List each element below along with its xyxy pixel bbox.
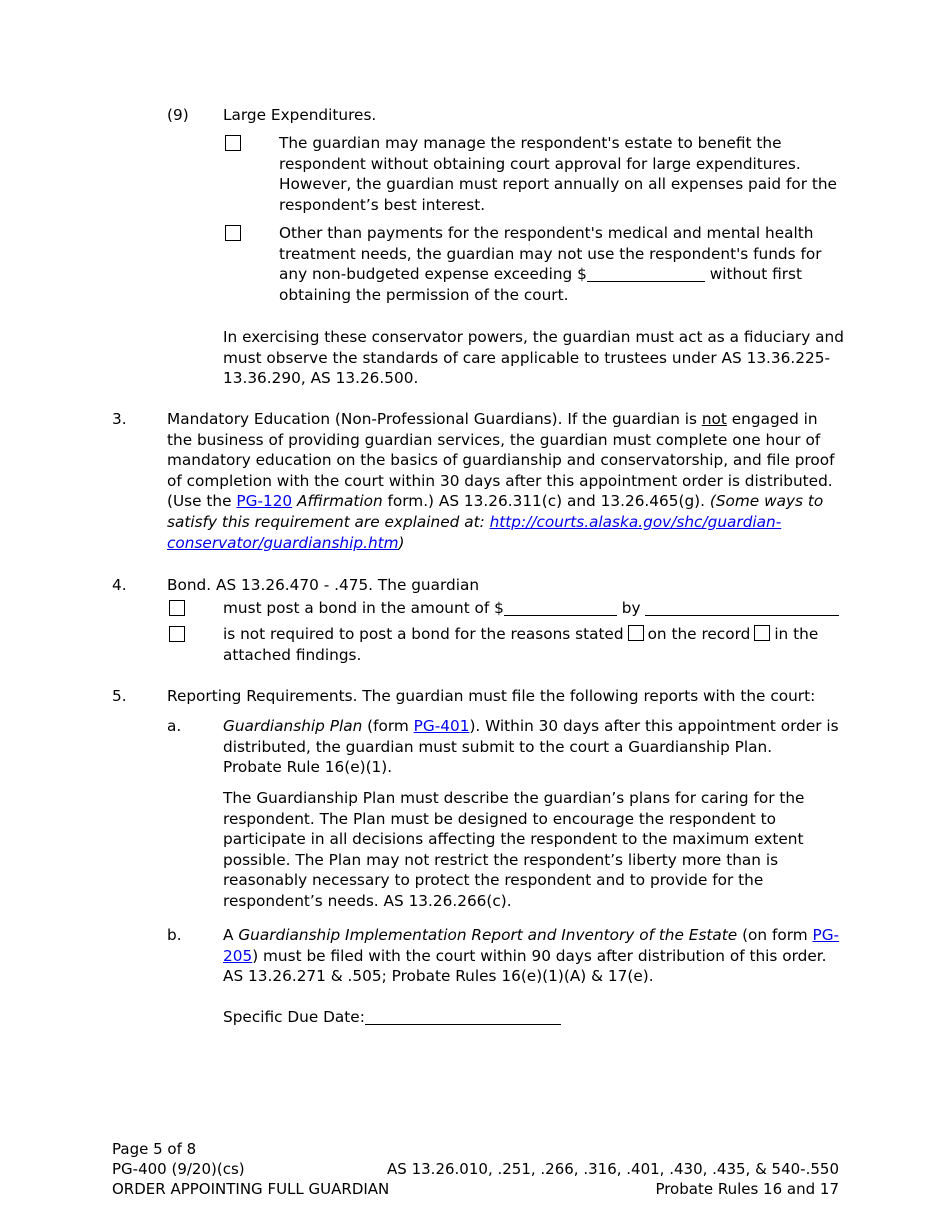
specific-due-date-field[interactable] xyxy=(365,1009,561,1025)
form-title: ORDER APPOINTING FULL GUARDIAN xyxy=(112,1180,390,1198)
bond-not-required-line: is not required to post a bond for the reasons stated on the record in the xyxy=(223,625,819,643)
in-attached-findings-checkbox[interactable] xyxy=(754,625,770,641)
bond-required-checkbox[interactable] xyxy=(169,600,185,616)
bond-heading: Bond. AS 13.26.470 - .475. The guardian xyxy=(167,576,480,594)
large-expenditures-option2-checkbox[interactable] xyxy=(225,225,241,241)
item5b-letter: b. xyxy=(167,926,182,944)
form-id: PG-400 (9/20)(cs) xyxy=(112,1160,245,1178)
pg-120-link[interactable]: PG-120 xyxy=(236,492,293,511)
large-expenditures-option1-text: The guardian may manage the respondent's estate to benefit the respondent without obtaining court approval for large expenditures. However, the guardian must report annually on all expenses paid for the respondent’s best interest. xyxy=(279,134,837,214)
large-expenditures-option1-checkbox[interactable] xyxy=(225,135,241,151)
bond-not-required-checkbox[interactable] xyxy=(169,626,185,642)
item5a-letter: a. xyxy=(167,717,182,735)
pg-401-link[interactable]: PG-401 xyxy=(413,717,470,735)
implementation-report-paragraph: A Guardianship Implementation Report and Inventory of the Estate (on form PG-205) must be filed with the court within 90 days after distribution of this order. AS 13.26.271 & .505; Probate Rules 16(e)(1)(A) & 17(e). xyxy=(223,926,840,986)
expense-amount-field[interactable] xyxy=(587,266,705,282)
on-the-record-checkbox[interactable] xyxy=(628,625,644,641)
pg-205-link[interactable]: PG-205 xyxy=(223,926,840,965)
guardianship-plan-description: The Guardianship Plan must describe the guardian’s plans for caring for the respondent. The Plan must be designed to encourage the respondent to participate in all decisions affecting the respondent to the maximum extent possible. The Plan may not restrict the respondent’s liberty more than is reasonably necessary to protect the respondent and to provide for the respondent’s needs. AS 13.26.266(c). xyxy=(223,789,805,910)
mandatory-education-paragraph: Mandatory Education (Non-Professional Guardians). If the guardian is not engaged in the business of providing guardian services, the guardian must complete one hour of mandatory education on the basics of guardianship and conservatorship, and file proof of completion with the court within 30 days after this appointment order is distributed. (Use the PG-120 Affirmation form.) AS 13.26.311(c) and 13.26.465(g). (Some ways to satisfy this requirement are explained at: http://courts.alaska.gov/shc/guardian-conservator/guardianship.htm) xyxy=(167,410,835,552)
guardianship-info-url-link[interactable]: http://courts.alaska.gov/shc/guardian-conservator/guardianship.htm xyxy=(167,512,782,552)
item9-number: (9) xyxy=(167,106,189,124)
conservator-powers-note: In exercising these conservator powers, the guardian must act as a fiduciary and must observe the standards of care applicable to trustees under AS 13.36.225-13.36.290, AS 13.26.500. xyxy=(223,328,844,388)
item3-number: 3. xyxy=(112,410,127,428)
item5-number: 5. xyxy=(112,687,127,705)
bond-date-field[interactable] xyxy=(645,600,839,616)
footer-statutes: AS 13.26.010, .251, .266, .316, .401, .430, .435, & 540-.550 xyxy=(387,1160,839,1178)
footer-rules: Probate Rules 16 and 17 xyxy=(655,1180,839,1198)
guardianship-plan-paragraph: Guardianship Plan (form PG-401). Within 30 days after this appointment order is distributed, the guardian must submit to the court a Guardianship Plan. Probate Rule 16(e)(1). xyxy=(223,717,839,777)
item9-heading: Large Expenditures. xyxy=(223,106,377,124)
bond-required-line: must post a bond in the amount of $ by xyxy=(223,598,848,619)
specific-due-date-line: Specific Due Date: xyxy=(223,1007,561,1028)
reporting-requirements-heading: Reporting Requirements. The guardian must file the following reports with the court: xyxy=(167,687,816,705)
bond-amount-field[interactable] xyxy=(504,600,617,616)
large-expenditures-option2-text: Other than payments for the respondent's medical and mental health treatment needs, the guardian may not use the respondent's funds for any non-budgeted expense exceeding $ without first obtaining the permission of the court. xyxy=(279,224,822,304)
page-number: Page 5 of 8 xyxy=(112,1140,197,1158)
item4-number: 4. xyxy=(112,576,127,594)
bond-not-required-tail: attached findings. xyxy=(223,646,362,664)
